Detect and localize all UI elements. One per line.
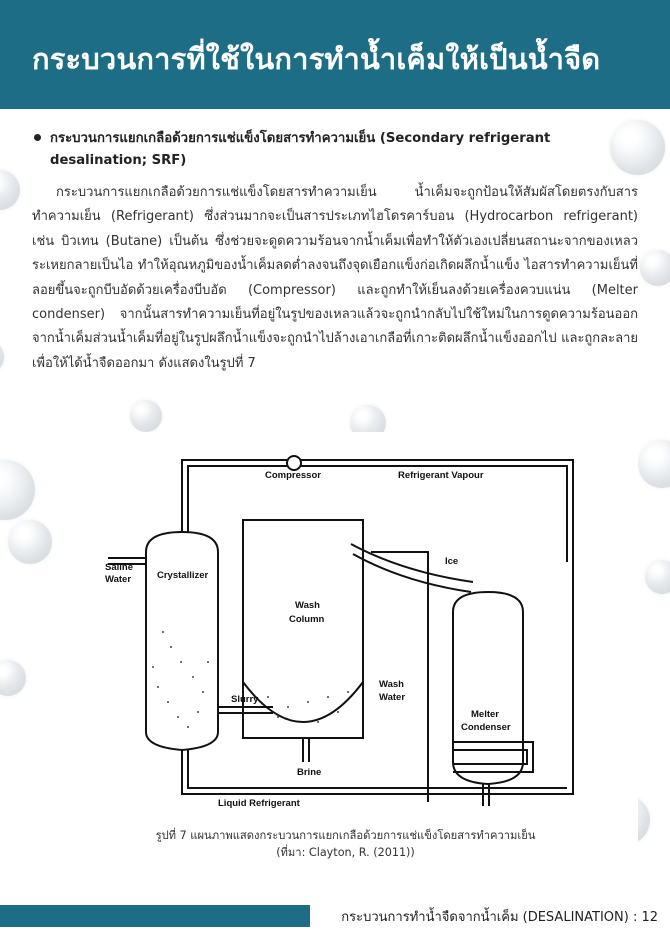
footer-bar xyxy=(0,905,310,927)
label-slurry: Slurry xyxy=(231,694,259,705)
section-bullet xyxy=(32,128,632,172)
label-wash-water-2: Water xyxy=(379,692,406,703)
label-liquid-refrigerant: Liquid Refrigerant xyxy=(218,798,300,809)
label-wash: Wash xyxy=(295,600,320,611)
label-melter: Melter xyxy=(471,709,499,720)
bullet-dot-icon xyxy=(34,134,41,141)
caption-line-2: (ที่มา: Clayton, R. (2011)) xyxy=(276,846,415,859)
label-ice: Ice xyxy=(445,556,459,567)
label-column: Column xyxy=(289,614,325,625)
srf-process-diagram xyxy=(53,432,638,832)
label-brine: Brine xyxy=(297,767,322,778)
label-saline-water: Water xyxy=(105,574,132,585)
section-heading: กระบวนการแยกเกลือด้วยการแช่แข็งโดยสารทำความเย็น (Secondary refrigerant desalination; SRF) xyxy=(50,131,551,168)
caption-line-1: รูปที่ 7 แผนภาพแสดงกระบวนการแยกเกลือด้วยการแช่แข็งโดยสารทำความเย็น xyxy=(155,829,536,842)
label-wash-water-1: Wash xyxy=(379,679,404,690)
figure-diagram xyxy=(53,432,638,876)
label-compressor: Compressor xyxy=(265,470,321,481)
header-banner xyxy=(0,0,670,109)
label-saline: Saline xyxy=(105,562,133,573)
body-paragraph: กระบวนการแยกเกลือด้วยการแช่แข็งโดยสารทำความเย็น น้ำเค็มจะถูกป้อนให้สัมผัสโดยตรงกับสารทำความเย็น (Refrigerant) ซึ่งส่วนมากจะเป็นสารประเภทไฮโดรคาร์บอน (Hydrocarbon refrigerant) เช่น บิวเทน (Butane) เป็นต้น ซึ่งช่วยจะดูดความร้อนจากน้ำเค็มเพื่อทำให้ตัวเองเปลี่ยนสถานะจากของเหลวระเหยกลายเป็นไอ ทำให้อุณหภูมิของน้ำเค็มลดต่ำลงจนถึงจุดเยือกแข็งก่อเกิดผลึกน้ำแข็ง ไอสารทำความเย็นที่ลอยขึ้นจะถูกบีบอัดด้วยเครื่องบีบอัด (Compressor) และถูกทำให้เย็นลงด้วยเครื่องควบแน่น (Melter condenser) จากนั้นสารทำความเย็นที่อยู่ในรูปของเหลวแล้วจะถูกนำกลับไปใช้ใหม่ในการดูดความร้อนออกจากน้ำเค็มส่วนน้ำเค็มที่อยู่ในรูปผลึกน้ำแข็งจะถูกนำไปล้างเอาเกลือที่เกาะติดผลึกน้ำแข็งออกไป และถูกละลายเพื่อให้ได้น้ำจืดออกมา ดังแสดงในรูปที่ 7 xyxy=(32,185,638,371)
page-title: กระบวนการที่ใช้ในการทำน้ำเค็มให้เป็นน้ำจืด xyxy=(32,42,601,76)
label-crystallizer: Crystallizer xyxy=(157,570,209,581)
label-refrigerant-vapour: Refrigerant Vapour xyxy=(398,470,484,481)
footer-page-label: กระบวนการทำน้ำจืดจากน้ำเค็ม (DESALINATION) : 12 xyxy=(341,910,658,925)
figure-caption xyxy=(53,827,638,861)
label-condenser: Condenser xyxy=(461,722,511,733)
